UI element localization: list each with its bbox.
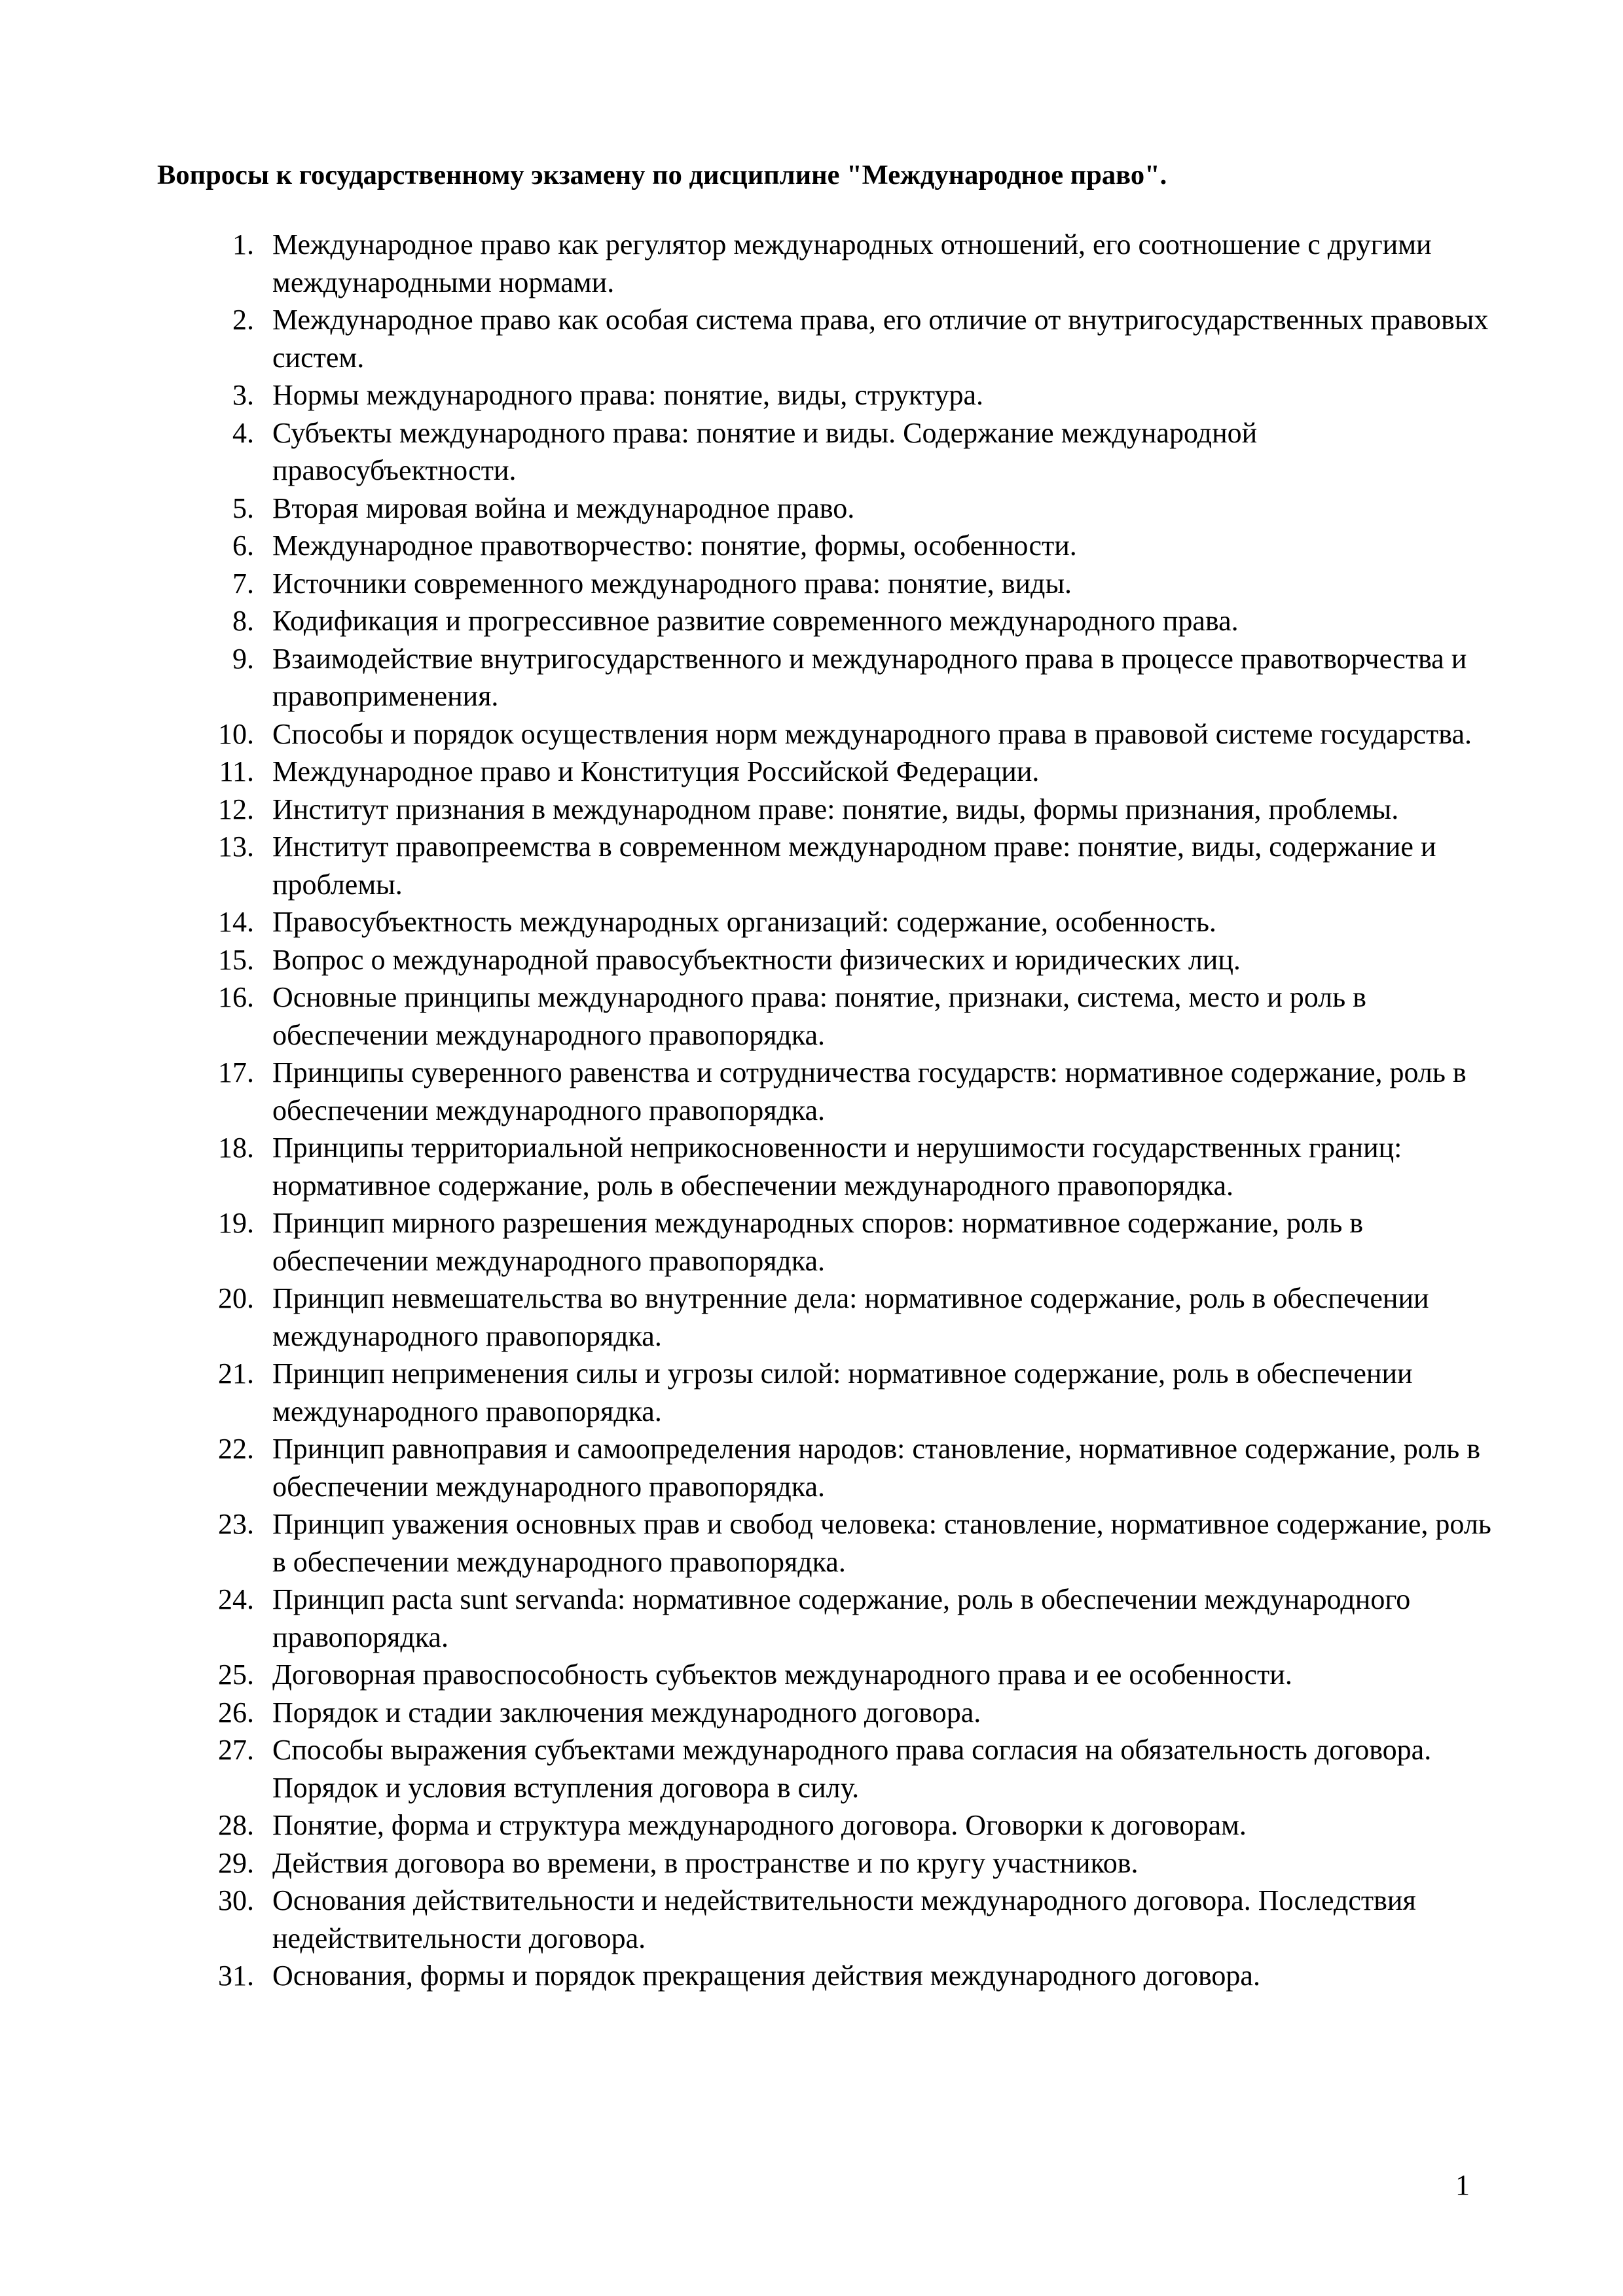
question-number: 1. [232, 228, 254, 260]
question-text: Вторая мировая война и международное право. [272, 492, 855, 524]
question-item [196, 941, 1499, 979]
question-text: Способы и порядок осуществления норм международного права в правовой системе государства. [272, 717, 1472, 750]
question-text: Международное право и Конституция Российской Федерации. [272, 755, 1040, 787]
question-text: Субъекты международного права: понятие и виды. Содержание международной правосубъектности. [272, 416, 1258, 486]
question-number: 28. [218, 1809, 254, 1841]
question-number: 8. [232, 605, 254, 637]
question-text: Взаимодействие внутригосударственного и международного права в процессе правотворчества и правоприменения. [272, 642, 1467, 712]
question-item [196, 1054, 1499, 1129]
question-number: 22. [218, 1433, 254, 1465]
question-item [196, 226, 1499, 301]
question-text: Принципы суверенного равенства и сотрудничества государств: нормативное содержание, роль в обеспечении международного правопорядка. [272, 1056, 1467, 1126]
question-item [196, 565, 1499, 603]
question-number: 7. [232, 567, 254, 600]
question-number: 2. [232, 304, 254, 336]
question-number: 4. [232, 416, 254, 449]
question-number: 24. [218, 1583, 254, 1615]
question-number: 15. [218, 943, 254, 976]
question-number: 6. [232, 529, 254, 562]
question-item [196, 301, 1499, 376]
question-item [196, 1957, 1499, 1995]
question-item [196, 376, 1499, 414]
question-text: Кодификация и прогрессивное развитие современного международного права. [272, 605, 1239, 637]
question-text: Нормы международного права: понятие, виды, структура. [272, 379, 983, 411]
question-item [196, 715, 1499, 753]
question-item [196, 490, 1499, 528]
question-number: 29. [218, 1846, 254, 1879]
question-item [196, 828, 1499, 903]
question-text: Вопрос о международной правосубъектности физических и юридических лиц. [272, 943, 1241, 976]
question-list [196, 226, 1499, 1995]
question-text: Основания действительности и недействительности международного договора. Последствия недействительности договора. [272, 1884, 1416, 1954]
question-item [196, 1656, 1499, 1694]
question-number: 17. [218, 1056, 254, 1088]
question-item [196, 903, 1499, 941]
question-number: 13. [218, 831, 254, 863]
page-number: 1 [1455, 2169, 1470, 2201]
question-item [196, 1694, 1499, 1732]
question-number: 16. [218, 981, 254, 1013]
question-text: Институт признания в международном праве: понятие, виды, формы признания, проблемы. [272, 793, 1399, 825]
question-text: Принцип неприменения силы и угрозы силой: нормативное содержание, роль в обеспечении международного правопорядка. [272, 1357, 1413, 1427]
question-item [196, 414, 1499, 490]
question-number: 27. [218, 1734, 254, 1766]
page-title: Вопросы к государственному экзамену по дисциплине "Международное право". [157, 160, 1167, 190]
question-item [196, 1280, 1499, 1355]
question-number: 18. [218, 1132, 254, 1164]
question-number: 21. [218, 1357, 254, 1390]
question-item [196, 1731, 1499, 1806]
question-text: Источники современного международного права: понятие, виды. [272, 567, 1072, 600]
question-text: Способы выражения субъектами международного права согласия на обязательность договора. Порядок и условия вступления договора в силу. [272, 1734, 1432, 1804]
question-item [196, 602, 1499, 640]
question-item [196, 1505, 1499, 1581]
question-text: Принцип мирного разрешения международных споров: нормативное содержание, роль в обеспечении международного правопорядка. [272, 1207, 1364, 1277]
question-text: Порядок и стадии заключения международного договора. [272, 1696, 981, 1729]
question-number: 14. [218, 906, 254, 938]
question-item [196, 1129, 1499, 1204]
question-text: Принцип pacta sunt servanda: нормативное содержание, роль в обеспечении международного правопорядка. [272, 1583, 1411, 1653]
question-number: 3. [232, 379, 254, 411]
question-item [196, 527, 1499, 565]
question-text: Правосубъектность международных организаций: содержание, особенность. [272, 906, 1216, 938]
question-number: 11. [219, 755, 254, 787]
question-item [196, 1430, 1499, 1505]
question-number: 23. [218, 1508, 254, 1540]
question-number: 20. [218, 1282, 254, 1314]
question-text: Принцип невмешательства во внутренние дела: нормативное содержание, роль в обеспечении международного правопорядка. [272, 1282, 1429, 1352]
question-number: 30. [218, 1884, 254, 1916]
question-text: Международное правотворчество: понятие, формы, особенности. [272, 529, 1077, 562]
question-number: 31. [218, 1960, 254, 1992]
question-number: 5. [232, 492, 254, 524]
question-text: Международное право как особая система права, его отличие от внутригосударственных правовых систем. [272, 304, 1489, 374]
question-item [196, 1355, 1499, 1430]
question-item [196, 1882, 1499, 1957]
question-text: Принцип уважения основных прав и свобод человека: становление, нормативное содержание, роль в обеспечении международного правопорядка. [272, 1508, 1491, 1578]
question-text: Принципы территориальной неприкосновенности и нерушимости государственных границ: нормативное содержание, роль в обеспечении международного правопорядка. [272, 1132, 1402, 1202]
question-number: 26. [218, 1696, 254, 1729]
question-text: Договорная правоспособность субъектов международного права и ее особенности. [272, 1659, 1292, 1691]
question-item [196, 1581, 1499, 1656]
question-text: Принцип равноправия и самоопределения народов: становление, нормативное содержание, роль в обеспечении международного правопорядка. [272, 1433, 1481, 1503]
question-item [196, 791, 1499, 829]
question-text: Институт правопреемства в современном международном праве: понятие, виды, содержание и проблемы. [272, 831, 1436, 901]
question-item [196, 978, 1499, 1054]
question-text: Основные принципы международного права: понятие, признаки, система, место и роль в обеспечении международного правопорядка. [272, 981, 1366, 1051]
question-item [196, 1204, 1499, 1280]
question-number: 12. [218, 793, 254, 825]
question-number: 10. [218, 717, 254, 750]
question-item [196, 640, 1499, 715]
question-text: Понятие, форма и структура международного договора. Оговорки к договорам. [272, 1809, 1247, 1841]
question-item [196, 753, 1499, 791]
question-item [196, 1806, 1499, 1844]
question-number: 25. [218, 1659, 254, 1691]
question-text: Основания, формы и порядок прекращения действия международного договора. [272, 1960, 1260, 1992]
question-number: 19. [218, 1207, 254, 1239]
question-text: Международное право как регулятор международных отношений, его соотношение с другими международными нормами. [272, 228, 1432, 298]
question-item [196, 1844, 1499, 1882]
question-number: 9. [232, 642, 254, 675]
question-text: Действия договора во времени, в пространстве и по кругу участников. [272, 1846, 1139, 1879]
